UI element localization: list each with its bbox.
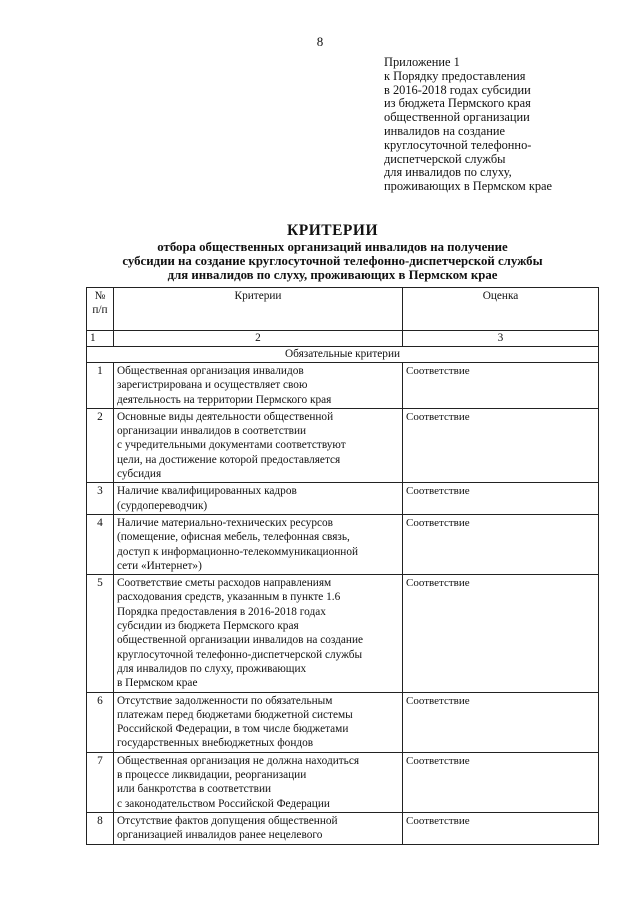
criterion-text-line: платежам перед бюджетами бюджетной системы (117, 708, 353, 721)
header-number-line: № (94, 290, 106, 302)
section-title: Обязательные критерии (87, 347, 599, 363)
criterion-rating: Соответствие (403, 575, 599, 692)
table-row (87, 575, 599, 692)
criterion-text-line: Отсутствие задолженности по обязательным (117, 694, 333, 707)
criterion-rating: Соответствие (403, 514, 599, 574)
criteria-table (86, 287, 599, 845)
criterion-text-line: Отсутствие фактов допущения общественной (117, 814, 338, 827)
header-number (87, 288, 114, 331)
criterion-number: 4 (87, 514, 114, 574)
table-header-row (87, 288, 599, 331)
table-row (87, 692, 599, 752)
column-index: 1 (87, 331, 114, 347)
criterion-text-line: Основные виды деятельности общественной (117, 410, 334, 423)
criterion-number: 7 (87, 752, 114, 812)
criterion-rating: Соответствие (403, 752, 599, 812)
column-index-row (87, 331, 599, 347)
criterion-text-line: субсидии из бюджета Пермского края (117, 620, 299, 633)
table-row (87, 812, 599, 844)
column-index: 2 (114, 331, 403, 347)
criterion-text (114, 812, 403, 844)
table-row (87, 483, 599, 515)
criterion-rating: Соответствие (403, 408, 599, 482)
criterion-text (114, 408, 403, 482)
table-row (87, 514, 599, 574)
criterion-number: 1 (87, 363, 114, 409)
criterion-text-line: Соответствие сметы расходов направлениям (117, 577, 332, 590)
criterion-text (114, 483, 403, 515)
criterion-text-line: Наличие материально-технических ресурсов (117, 516, 333, 529)
criterion-text-line: Порядка предоставления в 2016-2018 годах (117, 605, 326, 618)
annex-line: в 2016-2018 годах субсидии (384, 82, 531, 97)
document-title (60, 222, 605, 282)
criterion-number: 5 (87, 575, 114, 692)
criterion-text-line: расходования средств, указанным в пункте 1.6 (117, 591, 341, 604)
criterion-text-line: доступ к информационно-телекоммуникационной (117, 545, 359, 558)
criterion-text (114, 363, 403, 409)
criterion-text-line: организацией инвалидов ранее нецелевого (117, 829, 323, 842)
annex-line: общественной организации (384, 110, 530, 125)
criterion-number: 2 (87, 408, 114, 482)
criterion-rating: Соответствие (403, 363, 599, 409)
column-index: 3 (403, 331, 599, 347)
criterion-text-line: субсидия (117, 468, 162, 481)
annex-line: диспетчерской службы (384, 151, 506, 166)
criterion-rating: Соответствие (403, 812, 599, 844)
title-subtitle-line: для инвалидов по слуху, проживающих в Пермском крае (167, 268, 498, 282)
criterion-text-line: или банкротства в соответствии (117, 783, 272, 796)
title-subtitle-line: субсидии на создание круглосуточной телефонно-диспетчерской службы (122, 254, 543, 268)
criterion-text-line: для инвалидов по слуху, проживающих (117, 662, 307, 675)
criterion-text (114, 692, 403, 752)
header-rating: Оценка (403, 288, 599, 331)
criterion-rating: Соответствие (403, 483, 599, 515)
annex-line: проживающих в Пермском крае (384, 179, 553, 194)
table-row (87, 752, 599, 812)
annex-line: круглосуточной телефонно- (384, 137, 532, 152)
criterion-text-line: с учредительными документами соответствуют (117, 439, 346, 452)
header-criteria: Критерии (114, 288, 403, 331)
criterion-text-line: организации инвалидов в соответствии (117, 425, 307, 438)
criterion-text-line: в Пермском крае (117, 677, 198, 690)
annex-line: из бюджета Пермского края (384, 96, 531, 111)
criterion-text-line: зарегистрирована и осуществляет свою (117, 379, 308, 392)
criterion-text-line: общественной организации инвалидов на создание (117, 634, 364, 647)
criterion-number: 3 (87, 483, 114, 515)
criterion-text-line: круглосуточной телефонно-диспетчерской службы (117, 648, 363, 661)
criterion-text-line: (сурдопереводчик) (117, 499, 208, 512)
title-main: КРИТЕРИИ (286, 222, 379, 239)
annex-line: инвалидов на создание (384, 123, 505, 138)
criterion-text-line: государственных внебюджетных фондов (117, 737, 314, 750)
criterion-text-line: Общественная организация не должна находиться (117, 754, 360, 767)
criterion-text-line: с законодательством Российской Федерации (117, 797, 330, 810)
criterion-text (114, 752, 403, 812)
criterion-text (114, 514, 403, 574)
criterion-text-line: деятельность на территории Пермского края (117, 393, 332, 406)
criterion-text-line: Общественная организация инвалидов (117, 365, 304, 377)
criterion-text-line: цели, на достижение которой предоставляется (117, 453, 341, 466)
title-subtitle-line: отбора общественных организаций инвалидов на получение (157, 240, 508, 254)
criterion-text-line: в процессе ликвидации, реорганизации (117, 769, 307, 782)
header-number-line: п/п (92, 304, 108, 317)
annex-line: для инвалидов по слуху, (384, 165, 512, 180)
criterion-text-line: Российской Федерации, в том числе бюджетами (117, 723, 349, 736)
page-number: 8 (316, 34, 324, 49)
criterion-number: 8 (87, 812, 114, 844)
section-row (87, 347, 599, 363)
criterion-text (114, 575, 403, 692)
table-row (87, 408, 599, 482)
table-row (87, 363, 599, 409)
criterion-number: 6 (87, 692, 114, 752)
criterion-text-line: Наличие квалифицированных кадров (117, 485, 297, 498)
criterion-text-line: (помещение, офисная мебель, телефонная связь, (117, 531, 350, 544)
criterion-rating: Соответствие (403, 692, 599, 752)
annex-line: Приложение 1 (384, 55, 460, 69)
criterion-text-line: сети «Интернет») (117, 559, 202, 572)
annex-line: к Порядку предоставления (384, 68, 526, 83)
annex-header (384, 56, 634, 194)
